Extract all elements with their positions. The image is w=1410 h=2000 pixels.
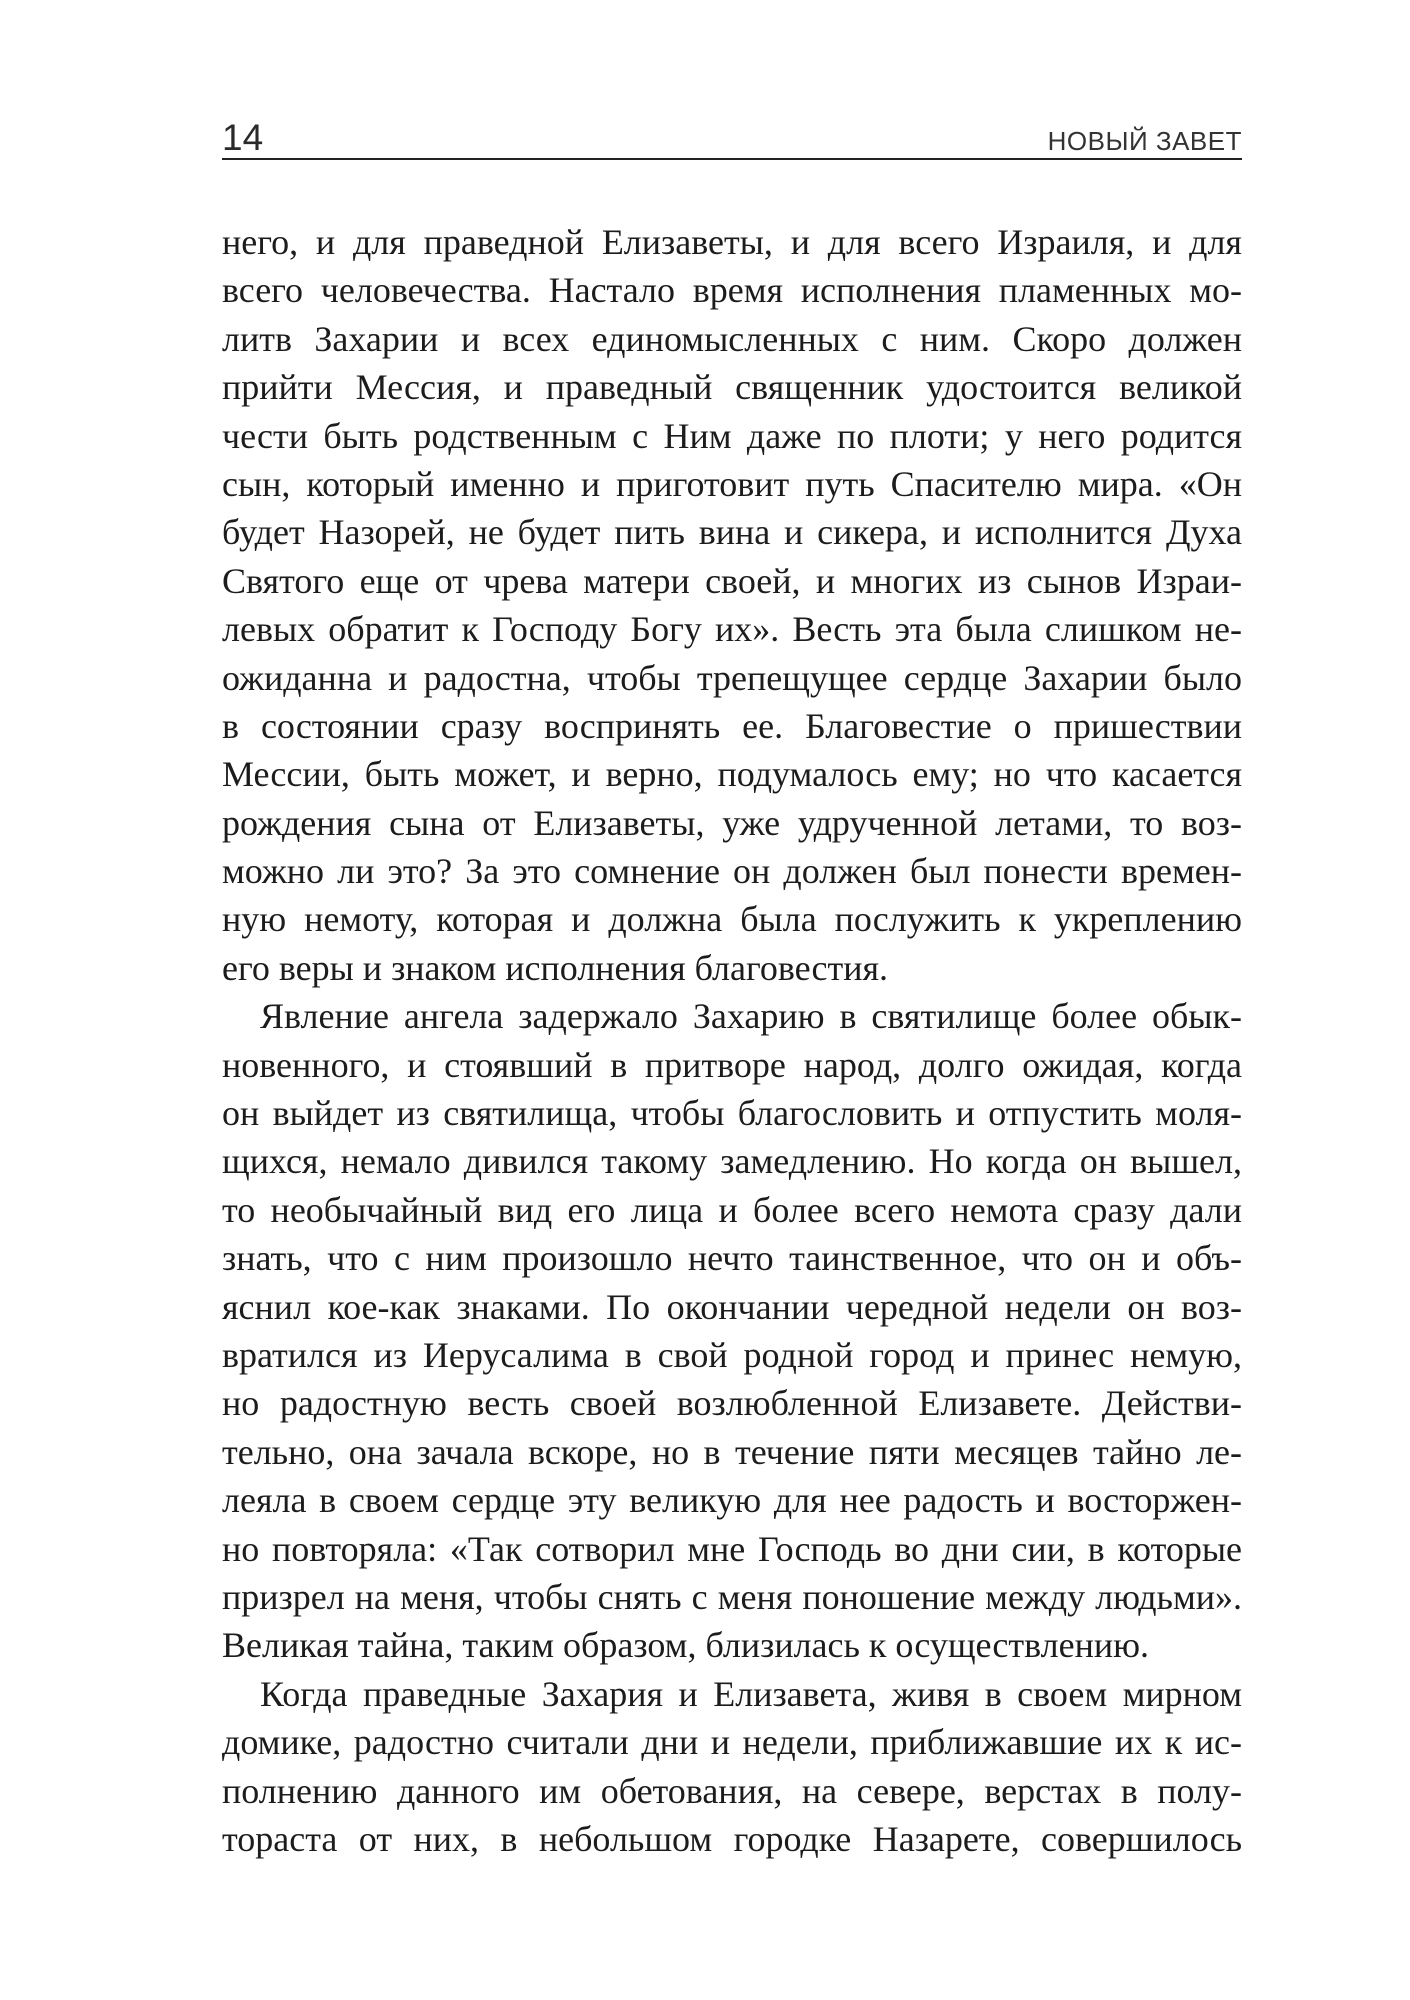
text-line: тораста от них, в небольшом городке Назарете, совершилось [222, 1818, 1242, 1859]
text-line: полнению данного им обетования, на севере, верстах в полу- [222, 1770, 1242, 1811]
running-title: НОВЫЙ ЗАВЕТ [1047, 126, 1242, 156]
text-line: левых обратит к Господу Богу их». Весть эта была слишком не- [222, 609, 1242, 650]
page-number: 14 [222, 117, 264, 158]
header-rule [222, 158, 1242, 160]
text-line: знать, что с ним произошло нечто таинственное, что он и объ- [222, 1238, 1242, 1279]
text-line: домике, радостно считали дни и недели, приближавшие их к ис- [222, 1722, 1242, 1763]
text-line: чести быть родственным с Ним даже по плоти; у него родится [222, 415, 1242, 456]
text-line: Когда праведные Захария и Елизавета, живя в своем мирном [260, 1673, 1242, 1714]
text-line: всего человечества. Настало время исполнения пламенных мо- [222, 270, 1242, 311]
text-line: то необычайный вид его лица и более всего немота сразу дали [222, 1189, 1242, 1230]
text-line: литв Захарии и всех единомысленных с ним. Скоро должен [222, 318, 1242, 359]
text-line: призрел на меня, чтобы снять с меня поношение между людьми». [222, 1576, 1242, 1617]
paragraph [222, 218, 1242, 992]
text-line: него, и для праведной Елизаветы, и для всего Израиля, и для [222, 222, 1242, 262]
text-line: леяла в своем сердце эту великую для нее радость и восторжен- [222, 1480, 1242, 1521]
text-line: щихся, немало дивился такому замедлению. Но когда он вышел, [222, 1141, 1242, 1182]
text-line: будет Назорей, не будет пить вина и сикера, и исполнится Духа [222, 512, 1242, 553]
paragraph [222, 1670, 1242, 1864]
text-line: Мессии, быть может, и верно, подумалось ему; но что касается [222, 754, 1242, 795]
text-line: яснил кое-как знаками. По окончании чередной недели он воз- [222, 1286, 1242, 1327]
text-line: сын, который именно и приготовит путь Спасителю мира. «Он [222, 463, 1242, 504]
text-line: Великая тайна, таким образом, близилась к осуществлению. [222, 1625, 1150, 1666]
text-line: можно ли это? За это сомнение он должен был понести времен- [222, 851, 1242, 892]
text-line: но радостную весть своей возлюбленной Елизавете. Действи- [222, 1383, 1242, 1424]
text-line: тельно, она зачала вскоре, но в течение пяти месяцев тайно ле- [222, 1431, 1242, 1472]
text-line: ную немоту, которая и должна была послужить к укреплению [222, 899, 1242, 940]
text-line: вратился из Иерусалима в свой родной город и принес немую, [222, 1334, 1242, 1375]
text-line: ожиданна и радостна, чтобы трепещущее сердце Захарии было [222, 657, 1242, 698]
text-line: рождения сына от Елизаветы, уже удрученной летами, то воз- [222, 802, 1242, 843]
text-line: Святого еще от чрева матери своей, и многих из сынов Израи- [222, 560, 1242, 601]
body-text [222, 218, 1242, 1863]
text-line: Явление ангела задержало Захарию в святилище более обык- [260, 996, 1242, 1037]
text-line: но повторяла: «Так сотворил мне Господь во дни сии, в которые [222, 1528, 1242, 1569]
paragraph [222, 992, 1242, 1669]
text-line: новенного, и стоявший в притворе народ, долго ожидая, когда [222, 1044, 1242, 1085]
text-line: в состоянии сразу воспринять ее. Благовестие о пришествии [222, 705, 1242, 746]
running-head [222, 102, 1242, 158]
text-line: он выйдет из святилища, чтобы благословить и отпустить моля- [222, 1093, 1242, 1134]
text-line: прийти Мессия, и праведный священник удостоится великой [222, 367, 1242, 408]
text-line: его веры и знаком исполнения благовестия. [222, 947, 889, 988]
